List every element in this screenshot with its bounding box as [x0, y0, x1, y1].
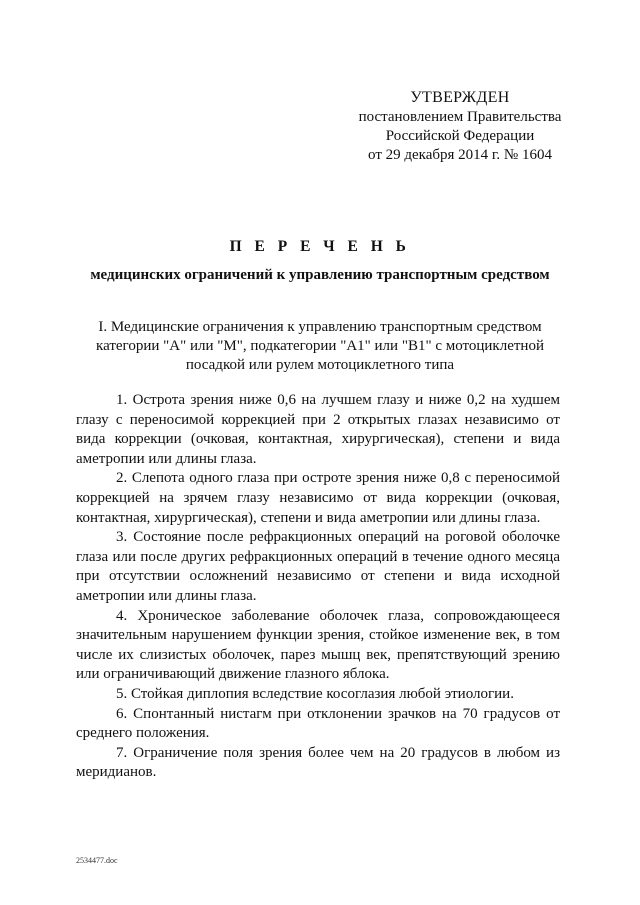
- section-heading-line: I. Медицинские ограничения к управлению транспортным средством: [98, 319, 542, 335]
- list-item: 6. Спонтанный нистагм при отклонении зрачков на 70 градусов от среднего положения.: [76, 705, 560, 742]
- section-heading-line: посадкой или рулем мотоциклетного типа: [185, 357, 455, 373]
- section-heading-line: категории "A" или "M", подкатегории "A1" или "B1" с мотоциклетной: [96, 338, 544, 354]
- approval-line: от 29 декабря 2014 г. № 1604: [368, 147, 552, 163]
- file-code: 2534477.doc: [76, 856, 118, 865]
- section-heading: [75, 318, 565, 375]
- approval-title: УТВЕРЖДЕН: [410, 89, 510, 106]
- document-subtitle: медицинских ограничений к управлению транспортным средством: [90, 267, 550, 283]
- list-item: 5. Стойкая диплопия вследствие косоглазия любой этиологии.: [116, 685, 514, 702]
- restrictions-list: [76, 391, 560, 783]
- list-item: 7. Ограничение поля зрения более чем на 20 градусов в любом из меридианов.: [76, 744, 560, 781]
- list-item: 3. Состояние после рефракционных операций на роговой оболочке глаза или после других рефракционных операций в течение одного месяца при отсутствии осложнений независимо от степени и вида исходной аметропии или длины глаза.: [76, 529, 560, 604]
- document-title: П Е Р Е Ч Е Н Ь: [229, 238, 411, 255]
- list-item: 4. Хроническое заболевание оболочек глаза, сопровождающееся значительным нарушением функции зрения, стойкое изменение век, в том числе их слизистых оболочек, парез мышц век, препятствующий зрению или ограничивающий движение глазного яблока.: [76, 607, 560, 683]
- approval-line: Российской Федерации: [385, 128, 535, 144]
- approval-line: постановлением Правительства: [358, 109, 562, 125]
- list-item: 2. Слепота одного глаза при остроте зрения ниже 0,8 с переносимой коррекцией на зрячем глазу независимо от вида коррекции (очковая, контактная, хирургическая), степени и вида аметропии или длины глаза.: [76, 470, 560, 526]
- approval-stamp: [330, 88, 590, 165]
- list-item: 1. Острота зрения ниже 0,6 на лучшем глазу и ниже 0,2 на худшем глазу с переносимой коррекцией при 2 открытых глазах независимо от вида коррекции (очковая, контактная, хирургическая), степени и вида аметропии или длины глаза.: [76, 392, 560, 467]
